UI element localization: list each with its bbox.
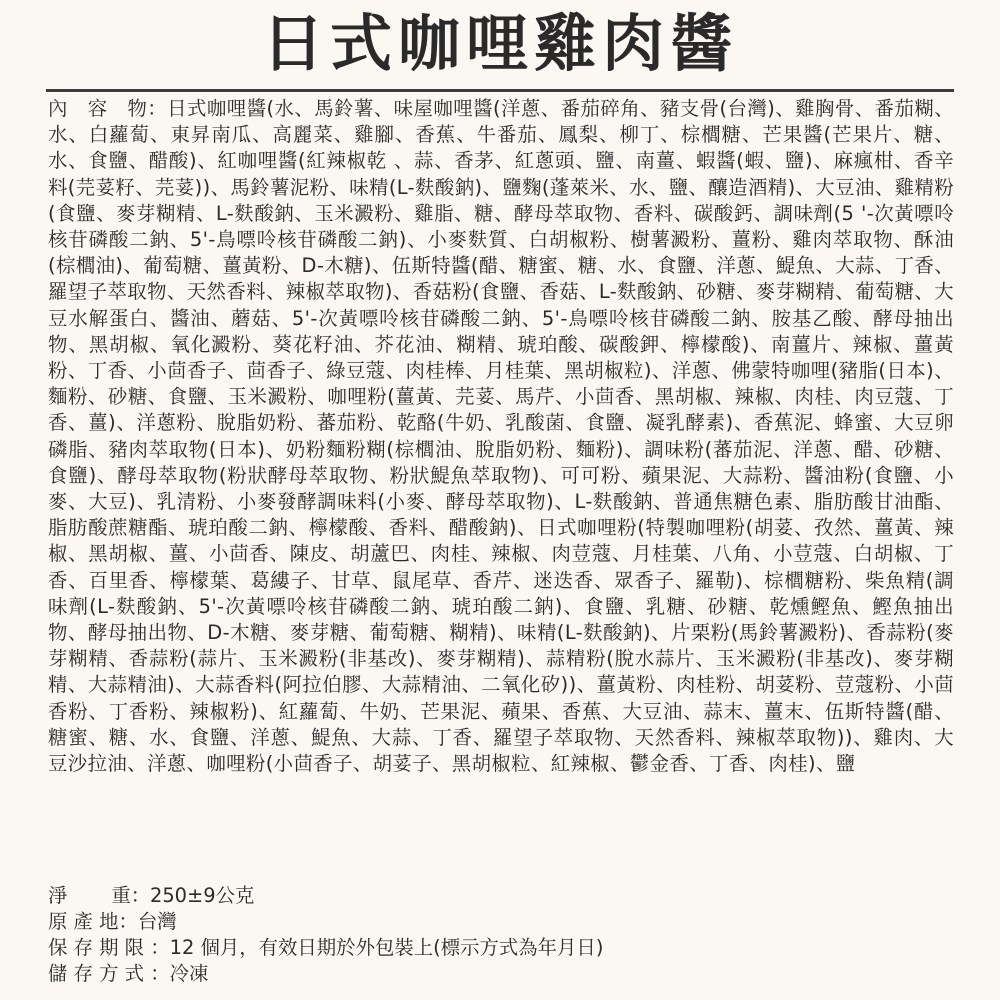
net-weight-label-a: 淨 bbox=[48, 884, 68, 907]
storage-label: 儲 存 方 式 ： bbox=[48, 962, 170, 985]
origin-row bbox=[48, 909, 177, 935]
net-weight-row bbox=[48, 883, 254, 909]
net-weight-label-b: 重： bbox=[111, 884, 151, 907]
shelf-life-label: 保 存 期 限 ： bbox=[48, 936, 170, 959]
ingredients-label: 內 容 物： bbox=[48, 97, 168, 120]
shelf-life-value: 12 個月，有效日期於外包裝上(標示方式為年月日) bbox=[169, 936, 604, 959]
origin-label: 原 產 地： bbox=[48, 910, 138, 933]
net-weight-value: 250±9公克 bbox=[150, 884, 255, 907]
net-weight-label bbox=[48, 883, 150, 909]
origin-value: 台灣 bbox=[137, 910, 177, 933]
ingredients-text: 日式咖哩醬(水、馬鈴薯、味屋咖哩醬(洋蔥、番茄碎角、豬支骨(台灣)、雞胸骨、番茄糊、水、白蘿蔔、東昇南瓜、高麗菜、雞腳、香蕉、牛番茄、鳳梨、柳丁、棕櫚糖、芒果醬(芒果片、糖、水、食鹽、醋酸)、紅咖哩醬(紅辣椒乾 、蒜、香茅、紅蔥頭、鹽、南薑、蝦醬(蝦、鹽)、麻瘋柑、香辛料(芫荽籽、芫荽))、馬鈴薯泥粉、味精(L-麩酸鈉)、鹽麴(蓬萊米、水、鹽、釀造酒精)、大豆油、雞精粉(食鹽、麥芽糊精、L-麩酸鈉、玉米澱粉、雞脂、糖、酵母萃取物、香料、碳酸鈣、調味劑(5 '-次黃嘌呤核苷磷酸二鈉、5'-鳥嘌呤核苷磷酸二鈉)、小麥麩質、白胡椒粉、樹薯澱粉、薑粉、雞肉萃取物、酥油(棕櫚油)、葡萄糖、薑黃粉、D-木糖)、伍斯特醬(醋、糖蜜、糖、水、食鹽、洋蔥、鯷魚、大蒜、丁香、羅望子萃取物、天然香料、辣椒萃取物)、香菇粉(食鹽、香菇、L-麩酸鈉、砂糖、麥芽糊精、葡萄糖、大豆水解蛋白、醬油、蘑菇、5'-次黃嘌呤核苷磷酸二鈉、5'-鳥嘌呤核苷磷酸二鈉、胺基乙酸、酵母抽出物、黑胡椒、氧化澱粉、葵花籽油、芥花油、糊精、琥珀酸、碳酸鉀、檸檬酸)、南薑片、辣椒、薑黃粉、丁香、小茴香子、茴香子、綠豆蔻、肉桂棒、月桂葉、黑胡椒粒)、洋蔥、佛蒙特咖哩(豬脂(日本)、麵粉、砂糖、食鹽、玉米澱粉、咖哩粉(薑黃、芫荽、馬芹、小茴香、黑胡椒、辣椒、肉桂、肉豆蔻、丁香、薑)、洋蔥粉、脫脂奶粉、蕃茄粉、乾酪(牛奶、乳酸菌、食鹽、凝乳酵素)、香蕉泥、蜂蜜、大豆卵磷脂、豬肉萃取物(日本)、奶粉麵粉糊(棕櫚油、脫脂奶粉、麵粉)、調味粉(蕃茄泥、洋蔥、醋、砂糖、食鹽)、酵母萃取物(粉狀酵母萃取物、粉狀鯷魚萃取物)、可可粉、蘋果泥、大蒜粉、醬油粉(食鹽、小麥、大豆)、乳清粉、小麥發酵調味料(小麥、酵母萃取物)、L-麩酸鈉、普通焦糖色素、脂肪酸甘油酯、脂肪酸蔗糖酯、琥珀酸二鈉、檸檬酸、香料、醋酸鈉)、日式咖哩粉(特製咖哩粉(胡荽、孜然、薑黃、辣椒、黑胡椒、薑、小茴香、陳皮、胡蘆巴、肉桂、辣椒、肉荳蔻、月桂葉、八角、小荳蔻、白胡椒、丁香、百里香、檸檬葉、葛縷子、甘草、鼠尾草、香芹、迷迭香、眾香子、羅勒)、棕櫚糖粉、柴魚精(調味劑(L-麩酸鈉、5'-次黃嘌呤核苷磷酸二鈉、琥珀酸二鈉)、食鹽、乳糖、砂糖、乾燻鰹魚、鰹魚抽出物、酵母抽出物、D-木糖、麥芽糖、葡萄糖、糊精)、味精(L-麩酸鈉)、片栗粉(馬鈴薯澱粉)、香蒜粉(麥芽糊精、香蒜粉(蒜片、玉米澱粉(非基改)、麥芽糊精)、蒜精粉(脫水蒜片、玉米澱粉(非基改)、麥芽糊精、大蒜精油)、大蒜香料(阿拉伯膠、大蒜精油、二氧化矽))、薑黃粉、肉桂粉、胡荽粉、荳蔻粉、小茴香粉、丁香粉、辣椒粉)、紅蘿蔔、牛奶、芒果泥、蘋果、香蕉、大豆油、蒜末、薑末、伍斯特醬(醋、糖蜜、糖、水、食鹽、洋蔥、鯷魚、大蒜、丁香、羅望子萃取物、天然香料、辣椒萃取物))、雞肉、大豆沙拉油、洋蔥、咖哩粉(小茴香子、胡荽子、黑胡椒粒、紅辣椒、鬱金香、丁香、肉桂)、鹽 bbox=[48, 97, 954, 776]
storage-value: 冷凍 bbox=[169, 962, 209, 985]
storage-row bbox=[48, 961, 208, 987]
shelf-life-row bbox=[48, 935, 603, 961]
ingredients-paragraph bbox=[48, 96, 954, 777]
title-divider bbox=[46, 89, 954, 92]
product-title: 日式咖哩雞肉醬 bbox=[261, 7, 738, 80]
